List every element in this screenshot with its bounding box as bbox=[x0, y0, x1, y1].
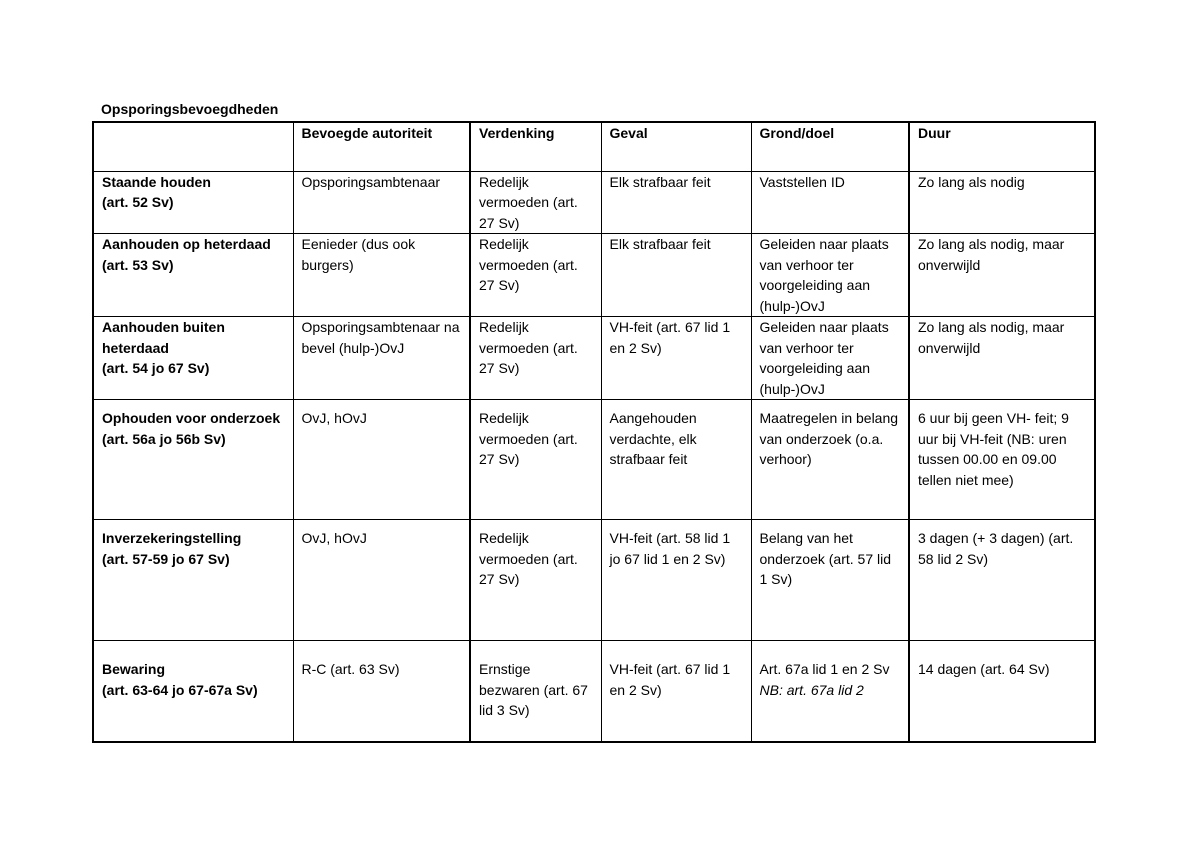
row-head-cell bbox=[93, 234, 293, 317]
cell-geval: VH-feit (art. 58 lid 1 jo 67 lid 1 en 2 Sv) bbox=[601, 520, 751, 641]
row-head-cell bbox=[93, 317, 293, 400]
cell-grond: Maatregelen in belang van onderzoek (o.a. verhoor) bbox=[751, 400, 909, 520]
powers-table bbox=[92, 121, 1096, 743]
cell-duur: 3 dagen (+ 3 dagen) (art. 58 lid 2 Sv) bbox=[909, 520, 1095, 641]
table-row bbox=[93, 234, 1095, 317]
table-row bbox=[93, 520, 1095, 641]
cell-duur: 14 dagen (art. 64 Sv) bbox=[909, 641, 1095, 742]
row-ref: (art. 57-59 jo 67 Sv) bbox=[102, 550, 230, 567]
table-header-row bbox=[93, 122, 1095, 171]
cell-duur: Zo lang als nodig, maar onverwijld bbox=[909, 234, 1095, 317]
header-cell-verdenking: Verdenking bbox=[470, 122, 601, 171]
row-name: Inverzekeringstelling bbox=[102, 530, 242, 546]
cell-verdenking: Ernstige bezwaren (art. 67 lid 3 Sv) bbox=[470, 641, 601, 742]
cell-autoriteit: Opsporingsambtenaar bbox=[293, 171, 470, 234]
grond-text: Art. 67a lid 1 en 2 Sv bbox=[759, 661, 890, 677]
table-row bbox=[93, 641, 1095, 742]
cell-autoriteit: R-C (art. 63 Sv) bbox=[293, 641, 470, 742]
row-ref: (art. 54 jo 67 Sv) bbox=[102, 360, 210, 376]
cell-grond: Belang van het onderzoek (art. 57 lid 1 Sv) bbox=[751, 520, 909, 641]
cell-geval: Aangehouden verdachte, elk strafbaar feit bbox=[601, 400, 751, 520]
row-ref: (art. 52 Sv) bbox=[102, 194, 174, 210]
row-name: Aanhouden buiten heterdaad bbox=[102, 319, 225, 356]
document-title: Opsporingsbevoegdheden bbox=[101, 101, 279, 117]
row-head-cell bbox=[93, 171, 293, 234]
cell-geval: Elk strafbaar feit bbox=[601, 171, 751, 234]
cell-duur: Zo lang als nodig bbox=[909, 171, 1095, 234]
row-ref: (art. 53 Sv) bbox=[102, 256, 174, 273]
header-cell-empty bbox=[93, 122, 293, 171]
cell-duur: 6 uur bij geen VH- feit; 9 uur bij VH-feit (NB: uren tussen 00.00 en 09.00 tellen niet mee) bbox=[909, 400, 1095, 520]
cell-autoriteit: OvJ, hOvJ bbox=[293, 400, 470, 520]
header-cell-duur: Duur bbox=[909, 122, 1095, 171]
cell-verdenking: Redelijk vermoeden (art. 27 Sv) bbox=[470, 520, 601, 641]
cell-grond: Geleiden naar plaats van verhoor ter voorgeleiding aan (hulp-)OvJ bbox=[751, 234, 909, 317]
row-name: Aanhouden op heterdaad bbox=[102, 236, 271, 252]
header-cell-autoriteit: Bevoegde autoriteit bbox=[293, 122, 470, 171]
cell-grond: Vaststellen ID bbox=[751, 171, 909, 234]
cell-verdenking: Redelijk vermoeden (art. 27 Sv) bbox=[470, 171, 601, 234]
cell-geval: VH-feit (art. 67 lid 1 en 2 Sv) bbox=[601, 641, 751, 742]
row-head-cell bbox=[93, 400, 293, 520]
grond-note: NB: art. 67a lid 2 bbox=[759, 681, 864, 698]
cell-grond: Geleiden naar plaats van verhoor ter voorgeleiding aan (hulp-)OvJ bbox=[751, 317, 909, 400]
header-cell-grond: Grond/doel bbox=[751, 122, 909, 171]
cell-verdenking: Redelijk vermoeden (art. 27 Sv) bbox=[470, 317, 601, 400]
row-name: Ophouden voor onderzoek bbox=[102, 410, 281, 426]
cell-verdenking: Redelijk vermoeden (art. 27 Sv) bbox=[470, 234, 601, 317]
row-ref: (art. 63-64 jo 67-67a Sv) bbox=[102, 681, 258, 698]
cell-autoriteit: OvJ, hOvJ bbox=[293, 520, 470, 641]
cell-duur: Zo lang als nodig, maar onverwijld bbox=[909, 317, 1095, 400]
cell-geval: Elk strafbaar feit bbox=[601, 234, 751, 317]
cell-autoriteit: Eenieder (dus ook burgers) bbox=[293, 234, 470, 317]
table-row bbox=[93, 171, 1095, 234]
row-head-cell bbox=[93, 520, 293, 641]
cell-grond bbox=[751, 641, 909, 742]
cell-autoriteit: Opsporingsambtenaar na bevel (hulp-)OvJ bbox=[293, 317, 470, 400]
row-name: Staande houden bbox=[102, 173, 211, 190]
row-name: Bewaring bbox=[102, 661, 166, 677]
table-row bbox=[93, 400, 1095, 520]
header-cell-geval: Geval bbox=[601, 122, 751, 171]
table-row bbox=[93, 317, 1095, 400]
row-ref: (art. 56a jo 56b Sv) bbox=[102, 430, 226, 447]
cell-geval: VH-feit (art. 67 lid 1 en 2 Sv) bbox=[601, 317, 751, 400]
cell-verdenking: Redelijk vermoeden (art. 27 Sv) bbox=[470, 400, 601, 520]
row-head-cell bbox=[93, 641, 293, 742]
